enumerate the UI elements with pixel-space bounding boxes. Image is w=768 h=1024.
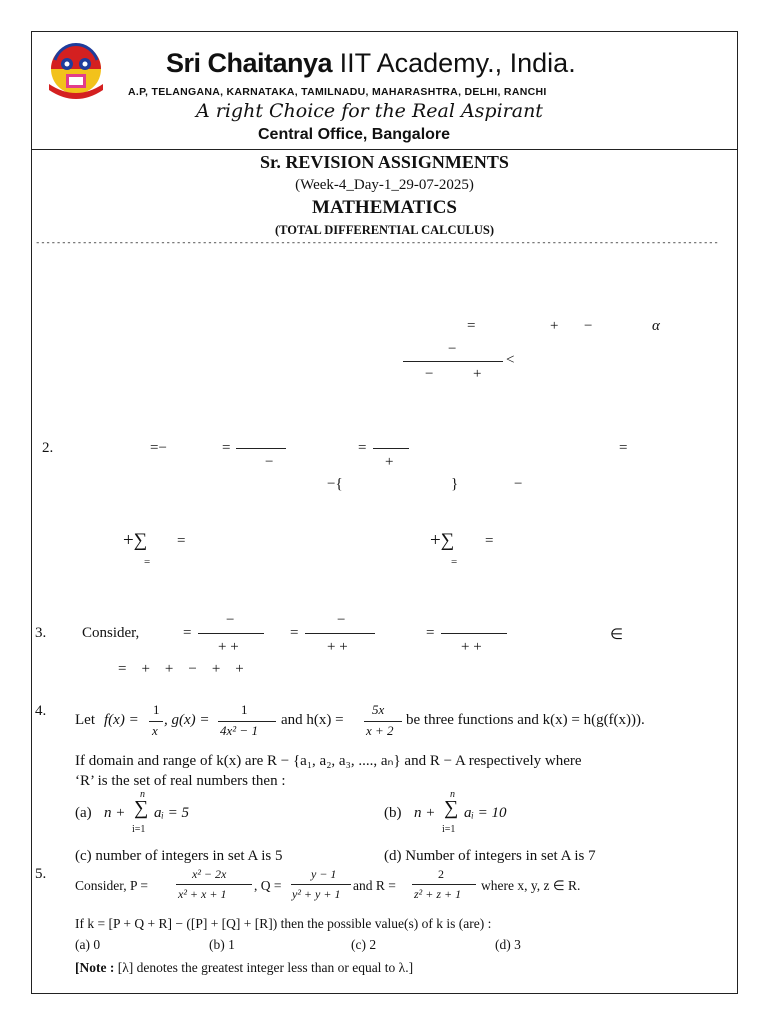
q2-sum-b: +∑ [430,530,455,551]
academy-logo-icon [45,42,107,100]
q4-opt-a: n + [104,805,126,821]
q4-opt-a-label: (a) [75,805,92,821]
q4-h-lhs: and h(x) = [281,712,344,728]
q3-d2: + + [327,639,348,655]
q5-r-num: 2 [438,867,444,881]
q1-minus: − [584,318,593,334]
q4-number: 4. [35,703,47,719]
tagline: A right Choice for the Real Aspirant [196,100,543,122]
q3-eq2: = [290,625,299,641]
q5-q-den: y² + y + 1 [292,887,341,901]
q4-f-lhs: f(x) = [104,712,139,728]
q2-tail-minus: − [514,476,523,492]
q2-sub-b: = [451,556,458,568]
q2-eq4: = [619,440,628,456]
central-office: Central Office, Bangalore [258,126,451,143]
q5-line2: If k = [P + Q + R] − ([P] + [Q] + [R]) then the possible value(s) of k is (are) : [75,916,492,931]
q4-line3: ‘R’ is the set of real numbers then : [75,773,286,789]
q3-frac-bar-3 [441,633,507,634]
q3-eq1: = [183,625,192,641]
q4-line2: If domain and range of k(x) are R − {a₁, a₂, a₃, ...., aₙ} and R − A respectively where [75,753,582,769]
q5-opt-a: (a) 0 [75,937,101,952]
q3-frac-bar-2 [305,633,375,634]
q4-f-den: x [152,723,158,738]
q4-opt-a-tail: aᵢ = 5 [154,805,189,821]
q4-h-num: 5x [372,702,385,717]
q2-set-open: −{ [327,476,343,492]
brand-rest: IIT Academy., India. [339,48,576,78]
q4-g-bar [218,721,276,722]
q2-set-close: } [451,476,459,492]
q1-plus: + [550,318,559,334]
q4-g-den: 4x² − 1 [220,723,258,738]
q2-sum-a: +∑ [123,530,148,551]
q5-r-lhs: and R = [353,878,396,893]
q5-consider: Consider, P = [75,878,148,893]
q3-number: 3. [35,625,47,641]
q5-q-num: y − 1 [311,867,337,881]
q5-note [75,960,413,976]
q5-tail: where x, y, z ∈ R. [481,878,581,893]
q5-p-bar [176,884,252,885]
q2-eq1: =− [150,440,167,456]
brand-bold: Sri Chaitanya [166,48,333,78]
q1-den-minus: − [425,366,434,382]
q3-eq3: = [426,625,435,641]
q2-eq3: = [358,440,367,456]
q2-eq-b: = [485,533,494,549]
academy-name [166,48,576,79]
q2-frac-bar-2 [373,448,409,449]
q3-in: ∈ [610,627,624,643]
q5-note-text: [λ] denotes the greatest integer less than or equal to λ.] [117,960,414,975]
q2-eq2: = [222,440,231,456]
q4-let: Let [75,712,95,728]
q5-q-bar [291,884,351,885]
q2-frac-bar-1 [236,448,286,449]
q5-number: 5. [35,866,47,882]
q5-opt-d: (d) 3 [495,937,521,952]
q4-opt-a-sum-bot: i=1 [132,824,146,835]
q4-opt-b: n + [414,805,436,821]
q3-row2: = + + − + + [118,661,244,677]
q3-consider: Consider, [82,625,140,641]
q1-den-plus: + [473,366,482,382]
q1-fraction-bar [403,361,503,362]
header-rule [31,149,738,150]
q4-opt-b-sum-top: n [450,789,455,800]
q4-opt-d: (d) Number of integers in set A is 7 [384,848,596,864]
q4-f-num: 1 [153,702,160,717]
q2-den-plus: + [385,454,394,470]
q1-alpha: α [652,318,660,334]
q2-sub-a: = [144,556,151,568]
q3-frac-bar-1 [198,633,264,634]
q4-opt-a-sum: ∑ [134,797,149,819]
q4-opt-b-tail: aᵢ = 10 [464,805,507,821]
q5-p-den: x² + x + 1 [178,887,227,901]
assignment-week: (Week-4_Day-1_29-07-2025) [295,177,474,193]
q5-p-num: x² − 2x [192,867,227,881]
q4-opt-b-sum: ∑ [444,797,459,819]
q1-lt: < [506,352,515,368]
topic-title: (TOTAL DIFFERENTIAL CALCULUS) [274,223,495,237]
q4-f-bar [149,721,163,722]
q2-eq-a: = [177,533,186,549]
dashed-separator: ----------------------------------------------------------------------------------------------------------------------------------- [35,238,719,248]
q4-opt-b-sum-bot: i=1 [442,824,456,835]
q5-q-lhs: , Q = [254,878,282,893]
q3-d3: + + [461,639,482,655]
q4-opt-c: (c) number of integers in set A is 5 [75,848,283,864]
q4-g-lhs: , g(x) = [164,712,210,728]
subject-title: MATHEMATICS [312,197,457,218]
q3-n1: − [226,612,235,628]
q3-n2: − [337,612,346,628]
q1-num-minus: − [448,341,457,357]
q5-opt-c: (c) 2 [351,937,377,952]
q5-r-den: z² + z + 1 [414,887,462,901]
q1-eq: = [467,318,476,334]
q5-opt-b: (b) 1 [209,937,235,952]
q4-opt-a-sum-top: n [140,789,145,800]
q4-h-den: x + 2 [366,723,394,738]
q5-r-bar [412,884,476,885]
q5-note-label: [Note : [75,960,115,975]
states-list: A.P, TELANGANA, KARNATAKA, TAMILNADU, MAHARASHTRA, DELHI, RANCHI [128,86,547,98]
q4-h-bar [364,721,402,722]
q4-tail: be three functions and k(x) = h(g(f(x))). [406,712,645,728]
q4-g-num: 1 [241,702,248,717]
q2-number: 2. [42,440,54,456]
assignment-title: Sr. REVISION ASSIGNMENTS [260,152,509,172]
q3-d1: + + [218,639,239,655]
q4-opt-b-label: (b) [384,805,402,821]
q2-den-minus: − [265,454,274,470]
